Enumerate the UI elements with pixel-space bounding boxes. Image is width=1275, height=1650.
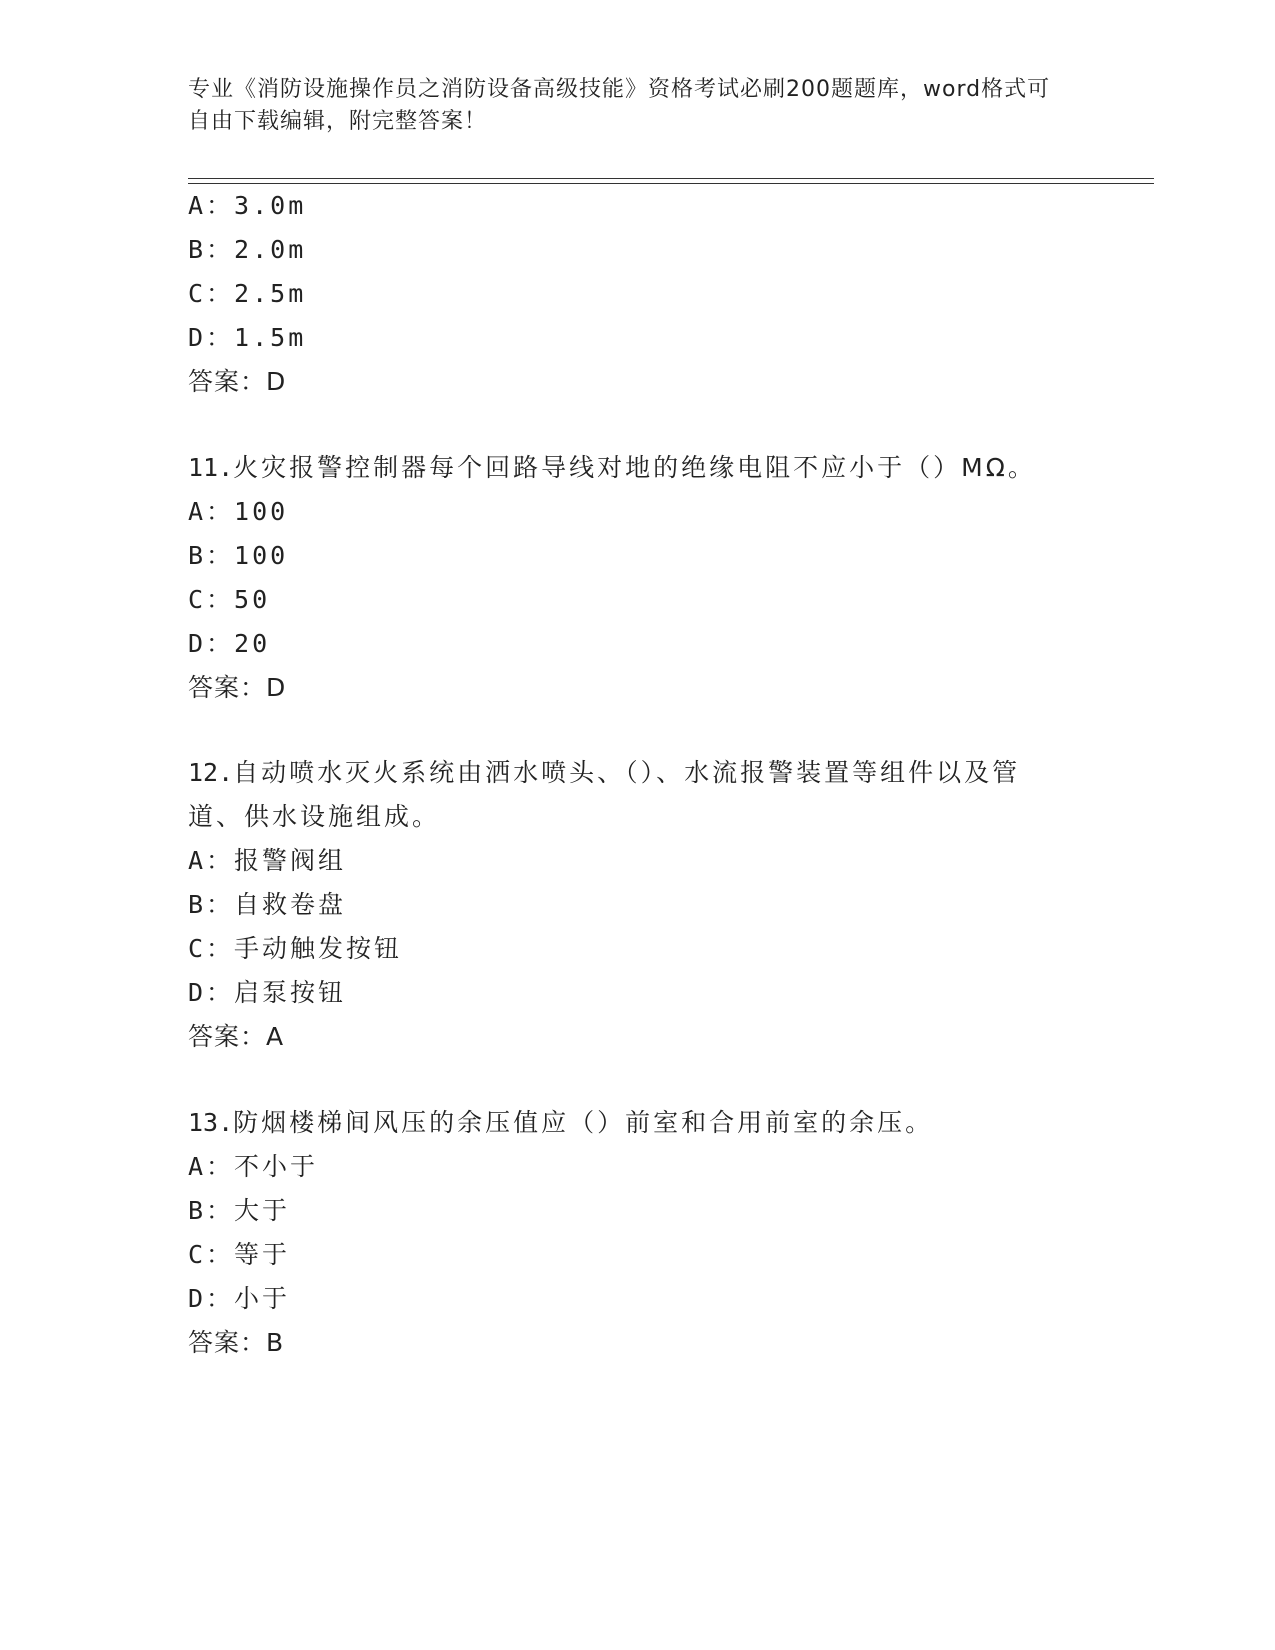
q11-option-c: C：50 (188, 585, 271, 614)
q11-option-b: B：100 (188, 541, 289, 570)
q10-option-d: D：1.5m (188, 323, 307, 352)
q11-question (188, 452, 1036, 484)
q13-option-b: B：大于 (188, 1196, 291, 1225)
q11-number: 11. (188, 453, 234, 482)
q13-option-a: A：不小于 (188, 1152, 319, 1181)
q12-question-line1 (188, 757, 1020, 789)
q12-option-c: C：手动触发按钮 (188, 934, 403, 963)
q13-option-d: D：小于 (188, 1284, 291, 1313)
q11-answer: 答案：D (188, 673, 287, 702)
document-header: 专业《消防设施操作员之消防设备高级技能》资格考试必刷200题题库，word格式可自由下载编辑，附完整答案！ (188, 77, 1051, 134)
header-divider-top (188, 178, 1154, 179)
q11-option-a: A：100 (188, 497, 289, 526)
q11-text: 火灾报警控制器每个回路导线对地的绝缘电阻不应小于（）MΩ。 (233, 453, 1036, 482)
q13-question (188, 1107, 933, 1139)
q10-option-b: B：2.0m (188, 235, 307, 264)
q10-answer: 答案：D (188, 367, 287, 396)
q13-option-c: C：等于 (188, 1240, 291, 1269)
q12-question-line2: 道、供水设施组成。 (188, 802, 441, 831)
q13-answer: 答案：B (188, 1328, 285, 1357)
q13-number: 13. (188, 1108, 234, 1137)
q11-option-d: D：20 (188, 629, 271, 658)
q10-option-c: C：2.5m (188, 279, 307, 308)
q12-number: 12. (188, 758, 234, 787)
header-divider-bottom (188, 183, 1154, 184)
q13-text: 防烟楼梯间风压的余压值应（）前室和合用前室的余压。 (233, 1108, 934, 1137)
q12-text-line1: 自动喷水灭火系统由洒水喷头、（）、水流报警装置等组件以及管 (233, 758, 1021, 787)
q10-option-a: A：3.0m (188, 191, 307, 220)
q12-option-a: A：报警阀组 (188, 846, 347, 875)
q12-option-d: D：启泵按钮 (188, 978, 347, 1007)
q12-option-b: B：自救卷盘 (188, 890, 347, 919)
q12-answer: 答案：A (188, 1022, 285, 1051)
